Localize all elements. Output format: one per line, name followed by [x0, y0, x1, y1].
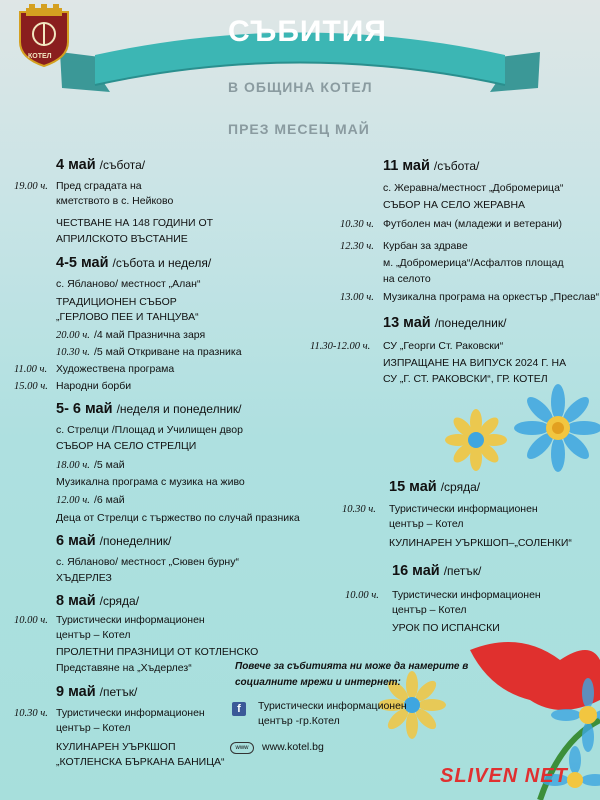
event-item: Курбан за здраве: [383, 240, 468, 252]
event-name: ХЪДЕРЛЕЗ: [56, 572, 112, 584]
event-location: с. Жеравна/местност „Добромерица“: [383, 182, 564, 194]
event-item: м. „Добромерица“/Асфалтов площад: [383, 257, 564, 269]
event-time: 20.00 ч.: [56, 330, 90, 341]
event-time: 13.00 ч.: [340, 292, 374, 303]
event-location: център – Котел: [56, 629, 131, 641]
date-label: 9 май: [56, 684, 96, 700]
event-time: 10.30 ч.: [342, 504, 376, 515]
page-subtitle-1: В ОБЩИНА КОТЕЛ: [228, 79, 373, 95]
event-time: 10.00 ч.: [345, 590, 379, 601]
watermark-logo: SLIVEN NET: [440, 765, 568, 787]
event-location: Туристически информационен: [392, 589, 541, 601]
event-location: Пред сградата на: [56, 180, 142, 192]
event-time: 12.00 ч.: [56, 495, 90, 506]
event-time: 10.00 ч.: [14, 615, 48, 626]
event-name: ТРАДИЦИОНЕН СЪБОР: [56, 296, 177, 308]
event-name: АПРИЛСКОТО ВЪСТАНИЕ: [56, 233, 188, 245]
event-item: Художествена програма: [56, 363, 175, 375]
event-time: 11.30-12.00 ч.: [310, 341, 371, 352]
page-subtitle-2: ПРЕЗ МЕСЕЦ МАЙ: [228, 121, 370, 137]
event-date-8-may: [56, 593, 139, 610]
date-label: 16 май: [392, 563, 440, 579]
event-location: Туристически информационен: [56, 707, 205, 719]
day-label: /събота и неделя/: [112, 256, 212, 270]
event-date-6-may: [56, 533, 171, 550]
event-time: 15.00 ч.: [14, 381, 48, 392]
event-location: с. Ябланово/ местност „Сювен бурну“: [56, 556, 239, 568]
event-item: /4 май Празнична заря: [94, 329, 206, 341]
event-time: 11.00 ч.: [14, 364, 48, 375]
event-name: „ГЕРЛОВО ПЕЕ И ТАНЦУВА“: [56, 311, 199, 323]
yellow-flower-decor: [445, 409, 507, 471]
event-item: Музикална програма на оркестър „Преслав“: [383, 291, 600, 303]
day-label: /понеделник/: [99, 534, 172, 548]
date-label: 13 май: [383, 315, 431, 331]
event-item: Футболен мач (младежи и ветерани): [383, 218, 563, 230]
event-name: СУ „Г. СТ. РАКОВСКИ“, ГР. КОТЕЛ: [383, 373, 548, 385]
event-name: КУЛИНАРЕН УЪРКШОП–„СОЛЕНКИ“: [389, 537, 572, 549]
event-time: 12.30 ч.: [340, 241, 374, 252]
event-location: с. Стрелци /Площад и Училищен двор: [56, 424, 243, 436]
event-time: 19.00 ч.: [14, 181, 48, 192]
date-label: 15 май: [389, 479, 437, 495]
event-time: 10.30 ч.: [14, 708, 48, 719]
date-label: 4 май: [56, 157, 96, 173]
event-location: център – Котел: [56, 722, 131, 734]
event-name: ПРОЛЕТНИ ПРАЗНИЦИ ОТ КОТЛЕНСКО: [56, 646, 259, 658]
event-time: 18.00 ч.: [56, 460, 90, 471]
event-name: СЪБОР НА СЕЛО СТРЕЛЦИ: [56, 440, 197, 452]
event-item: Народни борби: [56, 380, 132, 392]
facebook-icon[interactable]: f: [232, 702, 246, 716]
event-date-13-may: [383, 315, 506, 332]
event-name: СЪБОР НА СЕЛО ЖЕРАВНА: [383, 199, 526, 211]
date-label: 4-5 май: [56, 255, 109, 271]
event-time: 10.30 ч.: [56, 347, 90, 358]
event-location: с. Ябланово/ местност „Алан“: [56, 278, 201, 290]
event-item: Деца от Стрелци с тържество по случай празника: [56, 512, 300, 524]
event-item: /6 май: [94, 494, 125, 506]
day-label: /сряда/: [440, 480, 481, 494]
event-date-9-may: [56, 684, 137, 701]
page-title: СЪБИТИЯ: [228, 15, 387, 48]
event-date-15-may: [389, 479, 480, 496]
event-item: /5 май Откриване на празника: [94, 346, 242, 358]
date-label: 11 май: [383, 158, 430, 174]
event-date-4-may: [56, 157, 145, 174]
event-name: УРОК ПО ИСПАНСКИ: [392, 622, 500, 634]
logo-text: КОТЕЛ: [28, 53, 52, 60]
date-label: 6 май: [56, 533, 96, 549]
event-name: „КОТЛЕНСКА БЪРКАНА БАНИЦА“: [56, 756, 225, 768]
event-item: на селото: [383, 273, 431, 285]
footer-note: Повече за събитията ни може да намерите в: [235, 661, 469, 672]
date-label: 8 май: [56, 593, 96, 609]
day-label: /петък/: [443, 564, 482, 578]
date-label: 5- 6 май: [56, 401, 113, 417]
event-name: ЧЕСТВАНЕ НА 148 ГОДИНИ ОТ: [56, 217, 214, 229]
event-item: Музикална програма с музика на живо: [56, 476, 245, 488]
event-location: център – Котел: [392, 604, 467, 616]
footer-note: социалните мрежи и интернет:: [235, 677, 401, 688]
event-name: КУЛИНАРЕН УЪРКШОП: [56, 741, 176, 753]
event-time: 10.30 ч.: [340, 219, 374, 230]
event-name: Представяне на „Хъдерлез“: [56, 662, 192, 674]
event-date-4-5-may: [56, 255, 211, 272]
day-label: /събота/: [433, 159, 480, 173]
event-date-11-may: [383, 158, 479, 175]
www-icon: www: [230, 742, 254, 754]
day-label: /събота/: [99, 158, 146, 172]
website-link[interactable]: www.kotel.bg: [262, 741, 324, 753]
event-location: СУ „Георги Ст. Раковски“: [383, 340, 504, 352]
event-location: Туристически информационен: [389, 503, 538, 515]
event-location: Туристически информационен: [56, 614, 205, 626]
event-item: /5 май: [94, 459, 125, 471]
facebook-link-line2[interactable]: център -гр.Котел: [258, 715, 340, 727]
day-label: /неделя и понеделник/: [116, 402, 242, 416]
blue-flower-decor: [514, 384, 600, 472]
event-name: ИЗПРАЩАНЕ НА ВИПУСК 2024 Г. НА: [383, 357, 567, 369]
day-label: /петък/: [99, 685, 138, 699]
day-label: /сряда/: [99, 594, 140, 608]
facebook-link-line1[interactable]: Туристически информационен: [258, 700, 407, 712]
day-label: /понеделник/: [434, 316, 507, 330]
event-date-16-may: [392, 563, 481, 580]
event-date-5-6-may: [56, 401, 241, 418]
event-location: кметството в с. Нейково: [56, 195, 174, 207]
event-location: център – Котел: [389, 518, 464, 530]
